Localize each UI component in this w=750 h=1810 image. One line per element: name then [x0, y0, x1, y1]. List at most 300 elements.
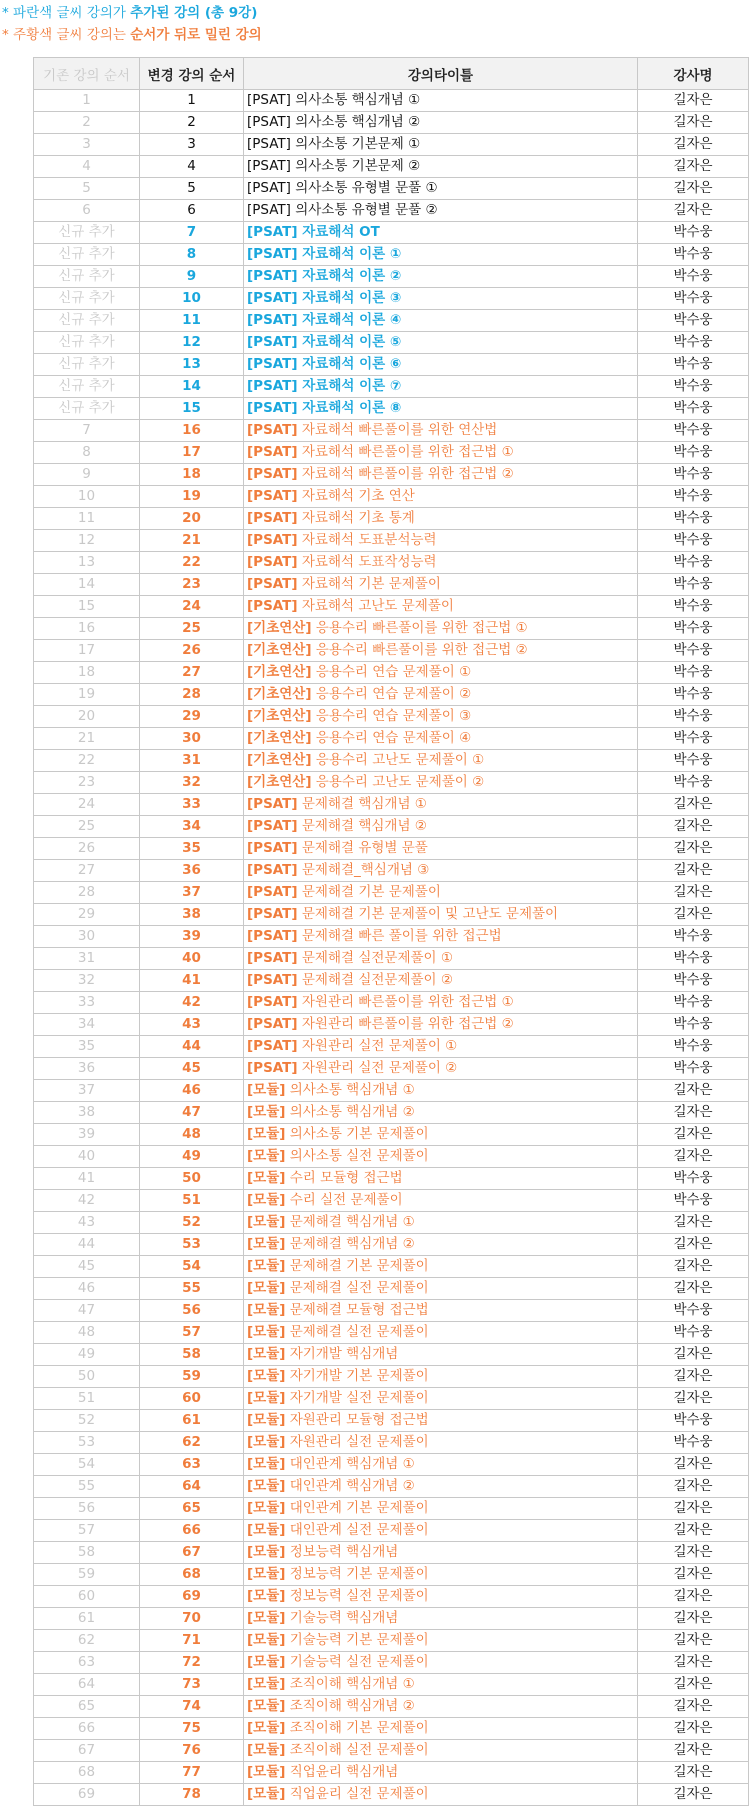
lecture-title-cell: [PSAT] 문제해결 핵심개념 ① [244, 794, 638, 816]
instructor-cell: 박수웅 [638, 662, 749, 684]
original-order-cell: 44 [34, 1234, 140, 1256]
table-row [34, 1410, 749, 1432]
new-order-cell: 23 [140, 574, 244, 596]
new-order-cell: 41 [140, 970, 244, 992]
table-row [34, 1102, 749, 1124]
original-order-cell: 신규 추가 [34, 266, 140, 288]
instructor-cell: 길자은 [638, 838, 749, 860]
new-order-cell: 24 [140, 596, 244, 618]
new-order-cell: 26 [140, 640, 244, 662]
lecture-title-cell: [PSAT] 의사소통 기본문제 ① [244, 134, 638, 156]
original-order-cell: 40 [34, 1146, 140, 1168]
instructor-cell: 길자은 [638, 794, 749, 816]
instructor-cell: 길자은 [638, 816, 749, 838]
table-row [34, 1014, 749, 1036]
table-row [34, 1300, 749, 1322]
new-order-cell: 32 [140, 772, 244, 794]
new-order-cell: 35 [140, 838, 244, 860]
table-row [34, 618, 749, 640]
new-order-cell: 42 [140, 992, 244, 1014]
table-row [34, 1498, 749, 1520]
new-order-cell: 4 [140, 156, 244, 178]
instructor-cell: 박수웅 [638, 750, 749, 772]
instructor-cell: 길자은 [638, 1388, 749, 1410]
header-original-order: 기존 강의 순서 [34, 58, 140, 90]
original-order-cell: 37 [34, 1080, 140, 1102]
instructor-cell: 박수웅 [638, 442, 749, 464]
instructor-cell: 길자은 [638, 1366, 749, 1388]
lecture-title-cell: [모듈] 문제해결 모듈형 접근법 [244, 1300, 638, 1322]
instructor-cell: 박수웅 [638, 1410, 749, 1432]
new-order-cell: 65 [140, 1498, 244, 1520]
lecture-title-cell: [PSAT] 자료해석 OT [244, 222, 638, 244]
original-order-cell: 3 [34, 134, 140, 156]
original-order-cell: 7 [34, 420, 140, 442]
instructor-cell: 박수웅 [638, 772, 749, 794]
original-order-cell: 52 [34, 1410, 140, 1432]
lecture-title-cell: [모듈] 대인관계 핵심개념 ② [244, 1476, 638, 1498]
new-order-cell: 66 [140, 1520, 244, 1542]
header-row [34, 58, 749, 90]
lecture-title-cell: [PSAT] 자료해석 빠른풀이를 위한 접근법 ① [244, 442, 638, 464]
table-row [34, 376, 749, 398]
instructor-cell: 길자은 [638, 112, 749, 134]
new-order-cell: 27 [140, 662, 244, 684]
table-row [34, 332, 749, 354]
instructor-cell: 박수웅 [638, 948, 749, 970]
table-row [34, 1212, 749, 1234]
new-order-cell: 44 [140, 1036, 244, 1058]
original-order-cell: 1 [34, 90, 140, 112]
instructor-cell: 박수웅 [638, 222, 749, 244]
table-row [34, 1630, 749, 1652]
table-row [34, 794, 749, 816]
new-order-cell: 14 [140, 376, 244, 398]
lecture-title-cell: [모듈] 기술능력 기본 문제풀이 [244, 1630, 638, 1652]
lecture-title-cell: [모듈] 수리 모듈형 접근법 [244, 1168, 638, 1190]
instructor-cell: 박수웅 [638, 1014, 749, 1036]
original-order-cell: 11 [34, 508, 140, 530]
new-order-cell: 54 [140, 1256, 244, 1278]
new-order-cell: 78 [140, 1784, 244, 1806]
original-order-cell: 28 [34, 882, 140, 904]
instructor-cell: 박수웅 [638, 970, 749, 992]
original-order-cell: 21 [34, 728, 140, 750]
original-order-cell: 51 [34, 1388, 140, 1410]
lecture-title-cell: [모듈] 직업윤리 핵심개념 [244, 1762, 638, 1784]
lecture-title-cell: [모듈] 조직이해 핵심개념 ① [244, 1674, 638, 1696]
lecture-title-cell: [기초연산] 응용수리 빠른풀이를 위한 접근법 ① [244, 618, 638, 640]
new-order-cell: 39 [140, 926, 244, 948]
lecture-title-cell: [모듈] 조직이해 핵심개념 ② [244, 1696, 638, 1718]
table-row [34, 970, 749, 992]
table-row [34, 1344, 749, 1366]
new-order-cell: 63 [140, 1454, 244, 1476]
instructor-cell: 길자은 [638, 1278, 749, 1300]
table-row [34, 464, 749, 486]
new-order-cell: 29 [140, 706, 244, 728]
lecture-title-cell: [모듈] 문제해결 핵심개념 ② [244, 1234, 638, 1256]
lecture-title-cell: [PSAT] 자원관리 실전 문제풀이 ① [244, 1036, 638, 1058]
original-order-cell: 신규 추가 [34, 354, 140, 376]
new-order-cell: 50 [140, 1168, 244, 1190]
original-order-cell: 8 [34, 442, 140, 464]
instructor-cell: 박수웅 [638, 332, 749, 354]
instructor-cell: 길자은 [638, 1674, 749, 1696]
table-row [34, 1476, 749, 1498]
instructor-cell: 박수웅 [638, 310, 749, 332]
new-order-cell: 3 [140, 134, 244, 156]
header-lecture-title: 강의타이틀 [244, 58, 638, 90]
lecture-title-cell: [PSAT] 자료해석 이론 ④ [244, 310, 638, 332]
table-row [34, 1454, 749, 1476]
lecture-title-cell: [모듈] 자기개발 핵심개념 [244, 1344, 638, 1366]
original-order-cell: 41 [34, 1168, 140, 1190]
lecture-title-cell: [PSAT] 자료해석 이론 ② [244, 266, 638, 288]
lecture-title-cell: [PSAT] 의사소통 유형별 문풀 ① [244, 178, 638, 200]
instructor-cell: 길자은 [638, 1740, 749, 1762]
table-row [34, 288, 749, 310]
lecture-title-cell: [모듈] 문제해결 기본 문제풀이 [244, 1256, 638, 1278]
new-order-cell: 51 [140, 1190, 244, 1212]
original-order-cell: 54 [34, 1454, 140, 1476]
original-order-cell: 18 [34, 662, 140, 684]
lecture-title-cell: [모듈] 대인관계 기본 문제풀이 [244, 1498, 638, 1520]
instructor-cell: 길자은 [638, 156, 749, 178]
instructor-cell: 길자은 [638, 1608, 749, 1630]
lecture-title-cell: [PSAT] 자료해석 고난도 문제풀이 [244, 596, 638, 618]
original-order-cell: 14 [34, 574, 140, 596]
lecture-title-cell: [PSAT] 문제해결 실전문제풀이 ② [244, 970, 638, 992]
original-order-cell: 34 [34, 1014, 140, 1036]
instructor-cell: 박수웅 [638, 1036, 749, 1058]
instructor-cell: 길자은 [638, 200, 749, 222]
new-order-cell: 34 [140, 816, 244, 838]
instructor-cell: 박수웅 [638, 288, 749, 310]
lecture-title-cell: [PSAT] 자원관리 빠른풀이를 위한 접근법 ② [244, 1014, 638, 1036]
lecture-title-cell: [모듈] 대인관계 핵심개념 ① [244, 1454, 638, 1476]
instructor-cell: 길자은 [638, 1784, 749, 1806]
table-row [34, 838, 749, 860]
original-order-cell: 24 [34, 794, 140, 816]
new-order-cell: 73 [140, 1674, 244, 1696]
new-order-cell: 12 [140, 332, 244, 354]
table-row [34, 1388, 749, 1410]
new-order-cell: 70 [140, 1608, 244, 1630]
new-order-cell: 77 [140, 1762, 244, 1784]
instructor-cell: 길자은 [638, 1212, 749, 1234]
original-order-cell: 33 [34, 992, 140, 1014]
original-order-cell: 25 [34, 816, 140, 838]
original-order-cell: 46 [34, 1278, 140, 1300]
instructor-cell: 박수웅 [638, 706, 749, 728]
note-added [2, 2, 742, 24]
table-row [34, 1696, 749, 1718]
table-row [34, 860, 749, 882]
instructor-cell: 박수웅 [638, 640, 749, 662]
lecture-title-cell: [기초연산] 응용수리 고난도 문제풀이 ② [244, 772, 638, 794]
table-row [34, 222, 749, 244]
lecture-title-cell: [PSAT] 자료해석 기본 문제풀이 [244, 574, 638, 596]
lecture-title-cell: [PSAT] 자료해석 기초 연산 [244, 486, 638, 508]
lecture-title-cell: [PSAT] 의사소통 기본문제 ② [244, 156, 638, 178]
lecture-title-cell: [PSAT] 자료해석 기초 통계 [244, 508, 638, 530]
original-order-cell: 신규 추가 [34, 310, 140, 332]
table-row [34, 178, 749, 200]
instructor-cell: 박수웅 [638, 398, 749, 420]
new-order-cell: 28 [140, 684, 244, 706]
instructor-cell: 박수웅 [638, 574, 749, 596]
table-row [34, 1058, 749, 1080]
new-order-cell: 61 [140, 1410, 244, 1432]
table-row [34, 1542, 749, 1564]
table-row [34, 904, 749, 926]
new-order-cell: 5 [140, 178, 244, 200]
new-order-cell: 43 [140, 1014, 244, 1036]
lecture-title-cell: [모듈] 직업윤리 실전 문제풀이 [244, 1784, 638, 1806]
new-order-cell: 19 [140, 486, 244, 508]
table-row [34, 1036, 749, 1058]
original-order-cell: 4 [34, 156, 140, 178]
lecture-title-cell: [PSAT] 문제해결 실전문제풀이 ① [244, 948, 638, 970]
lecture-title-cell: [모듈] 자원관리 모듈형 접근법 [244, 1410, 638, 1432]
original-order-cell: 48 [34, 1322, 140, 1344]
new-order-cell: 40 [140, 948, 244, 970]
table-row [34, 948, 749, 970]
new-order-cell: 31 [140, 750, 244, 772]
original-order-cell: 67 [34, 1740, 140, 1762]
lecture-title-cell: [PSAT] 자료해석 이론 ⑥ [244, 354, 638, 376]
instructor-cell: 길자은 [638, 882, 749, 904]
table-row [34, 1366, 749, 1388]
new-order-cell: 2 [140, 112, 244, 134]
original-order-cell: 53 [34, 1432, 140, 1454]
instructor-cell: 길자은 [638, 90, 749, 112]
note-shifted-text: * 주황색 글씨 강의는 [2, 27, 131, 43]
instructor-cell: 길자은 [638, 1344, 749, 1366]
lecture-title-cell: [기초연산] 응용수리 연습 문제풀이 ② [244, 684, 638, 706]
lecture-title-cell: [모듈] 자원관리 실전 문제풀이 [244, 1432, 638, 1454]
header-new-order: 변경 강의 순서 [140, 58, 244, 90]
lecture-title-cell: [모듈] 기술능력 핵심개념 [244, 1608, 638, 1630]
instructor-cell: 길자은 [638, 1586, 749, 1608]
lecture-title-cell: [모듈] 정보능력 핵심개념 [244, 1542, 638, 1564]
table-row [34, 1256, 749, 1278]
table-row [34, 1740, 749, 1762]
table-row [34, 552, 749, 574]
table-header [34, 58, 749, 90]
new-order-cell: 55 [140, 1278, 244, 1300]
note-added-text: * 파란색 글씨 강의가 [2, 5, 131, 21]
new-order-cell: 57 [140, 1322, 244, 1344]
lecture-title-cell: [모듈] 의사소통 핵심개념 ② [244, 1102, 638, 1124]
legend-notes [2, 2, 742, 46]
original-order-cell: 신규 추가 [34, 376, 140, 398]
instructor-cell: 박수웅 [638, 464, 749, 486]
original-order-cell: 61 [34, 1608, 140, 1630]
new-order-cell: 46 [140, 1080, 244, 1102]
lecture-title-cell: [모듈] 의사소통 기본 문제풀이 [244, 1124, 638, 1146]
new-order-cell: 56 [140, 1300, 244, 1322]
original-order-cell: 64 [34, 1674, 140, 1696]
original-order-cell: 36 [34, 1058, 140, 1080]
instructor-cell: 박수웅 [638, 1058, 749, 1080]
instructor-cell: 길자은 [638, 1564, 749, 1586]
lecture-title-cell: [PSAT] 자료해석 이론 ⑧ [244, 398, 638, 420]
instructor-cell: 길자은 [638, 1630, 749, 1652]
new-order-cell: 22 [140, 552, 244, 574]
original-order-cell: 69 [34, 1784, 140, 1806]
lecture-title-cell: [PSAT] 자료해석 빠른풀이를 위한 연산법 [244, 420, 638, 442]
table-row [34, 1762, 749, 1784]
table-row [34, 508, 749, 530]
lecture-title-cell: [기초연산] 응용수리 빠른풀이를 위한 접근법 ② [244, 640, 638, 662]
original-order-cell: 10 [34, 486, 140, 508]
instructor-cell: 박수웅 [638, 618, 749, 640]
instructor-cell: 길자은 [638, 178, 749, 200]
instructor-cell: 길자은 [638, 1476, 749, 1498]
table-row [34, 310, 749, 332]
new-order-cell: 52 [140, 1212, 244, 1234]
lecture-title-cell: [PSAT] 자료해석 빠른풀이를 위한 접근법 ② [244, 464, 638, 486]
instructor-cell: 길자은 [638, 1542, 749, 1564]
table-row [34, 1168, 749, 1190]
new-order-cell: 20 [140, 508, 244, 530]
lecture-title-cell: [PSAT] 자료해석 이론 ⑤ [244, 332, 638, 354]
table-row [34, 728, 749, 750]
new-order-cell: 59 [140, 1366, 244, 1388]
new-order-cell: 36 [140, 860, 244, 882]
table-row [34, 134, 749, 156]
new-order-cell: 49 [140, 1146, 244, 1168]
original-order-cell: 42 [34, 1190, 140, 1212]
original-order-cell: 50 [34, 1366, 140, 1388]
note-shifted [2, 24, 742, 46]
table-row [34, 1432, 749, 1454]
lecture-title-cell: [PSAT] 문제해결 기본 문제풀이 및 고난도 문제풀이 [244, 904, 638, 926]
lecture-title-cell: [PSAT] 자료해석 도표작성능력 [244, 552, 638, 574]
lecture-title-cell: [PSAT] 의사소통 유형별 문풀 ② [244, 200, 638, 222]
original-order-cell: 13 [34, 552, 140, 574]
new-order-cell: 9 [140, 266, 244, 288]
table-row [34, 1784, 749, 1806]
lecture-title-cell: [기초연산] 응용수리 연습 문제풀이 ① [244, 662, 638, 684]
instructor-cell: 길자은 [638, 134, 749, 156]
original-order-cell: 43 [34, 1212, 140, 1234]
header-instructor: 강사명 [638, 58, 749, 90]
table-row [34, 816, 749, 838]
original-order-cell: 9 [34, 464, 140, 486]
original-order-cell: 30 [34, 926, 140, 948]
instructor-cell: 박수웅 [638, 684, 749, 706]
instructor-cell: 박수웅 [638, 266, 749, 288]
table-row [34, 1322, 749, 1344]
instructor-cell: 박수웅 [638, 1300, 749, 1322]
lecture-title-cell: [PSAT] 의사소통 핵심개념 ① [244, 90, 638, 112]
lecture-title-cell: [PSAT] 문제해결 유형별 문풀 [244, 838, 638, 860]
new-order-cell: 37 [140, 882, 244, 904]
new-order-cell: 25 [140, 618, 244, 640]
instructor-cell: 박수웅 [638, 1432, 749, 1454]
table-row [34, 1190, 749, 1212]
table-row [34, 662, 749, 684]
original-order-cell: 16 [34, 618, 140, 640]
table-row [34, 486, 749, 508]
new-order-cell: 18 [140, 464, 244, 486]
table-row [34, 1608, 749, 1630]
table-row [34, 398, 749, 420]
instructor-cell: 길자은 [638, 1652, 749, 1674]
lecture-title-cell: [PSAT] 문제해결 빠른 풀이를 위한 접근법 [244, 926, 638, 948]
instructor-cell: 박수웅 [638, 596, 749, 618]
instructor-cell: 박수웅 [638, 552, 749, 574]
lecture-title-cell: [모듈] 의사소통 실전 문제풀이 [244, 1146, 638, 1168]
table-row [34, 1652, 749, 1674]
new-order-cell: 7 [140, 222, 244, 244]
instructor-cell: 박수웅 [638, 1168, 749, 1190]
instructor-cell: 길자은 [638, 1080, 749, 1102]
new-order-cell: 47 [140, 1102, 244, 1124]
new-order-cell: 69 [140, 1586, 244, 1608]
lecture-title-cell: [모듈] 자기개발 실전 문제풀이 [244, 1388, 638, 1410]
original-order-cell: 32 [34, 970, 140, 992]
table-row [34, 156, 749, 178]
instructor-cell: 박수웅 [638, 992, 749, 1014]
instructor-cell: 박수웅 [638, 354, 749, 376]
instructor-cell: 길자은 [638, 1102, 749, 1124]
original-order-cell: 15 [34, 596, 140, 618]
original-order-cell: 47 [34, 1300, 140, 1322]
lecture-title-cell: [모듈] 정보능력 실전 문제풀이 [244, 1586, 638, 1608]
lecture-title-cell: [모듈] 문제해결 실전 문제풀이 [244, 1322, 638, 1344]
lecture-title-cell: [기초연산] 응용수리 연습 문제풀이 ④ [244, 728, 638, 750]
instructor-cell: 길자은 [638, 1762, 749, 1784]
original-order-cell: 19 [34, 684, 140, 706]
lecture-title-cell: [모듈] 정보능력 기본 문제풀이 [244, 1564, 638, 1586]
instructor-cell: 박수웅 [638, 376, 749, 398]
table-row [34, 112, 749, 134]
instructor-cell: 길자은 [638, 1498, 749, 1520]
table-row [34, 1278, 749, 1300]
instructor-cell: 길자은 [638, 1454, 749, 1476]
table-row [34, 596, 749, 618]
table-row [34, 420, 749, 442]
table-row [34, 1080, 749, 1102]
original-order-cell: 39 [34, 1124, 140, 1146]
new-order-cell: 11 [140, 310, 244, 332]
original-order-cell: 31 [34, 948, 140, 970]
new-order-cell: 8 [140, 244, 244, 266]
original-order-cell: 45 [34, 1256, 140, 1278]
table-row [34, 354, 749, 376]
new-order-cell: 60 [140, 1388, 244, 1410]
original-order-cell: 49 [34, 1344, 140, 1366]
new-order-cell: 33 [140, 794, 244, 816]
new-order-cell: 30 [140, 728, 244, 750]
new-order-cell: 71 [140, 1630, 244, 1652]
new-order-cell: 6 [140, 200, 244, 222]
table-row [34, 574, 749, 596]
instructor-cell: 박수웅 [638, 1190, 749, 1212]
lecture-title-cell: [PSAT] 자료해석 이론 ① [244, 244, 638, 266]
new-order-cell: 15 [140, 398, 244, 420]
original-order-cell: 신규 추가 [34, 244, 140, 266]
note-added-emphasis: 추가된 강의 (총 9강) [130, 5, 258, 21]
lecture-order-table [33, 57, 749, 1806]
table-row [34, 1520, 749, 1542]
lecture-title-cell: [모듈] 대인관계 실전 문제풀이 [244, 1520, 638, 1542]
lecture-title-cell: [PSAT] 문제해결 핵심개념 ② [244, 816, 638, 838]
